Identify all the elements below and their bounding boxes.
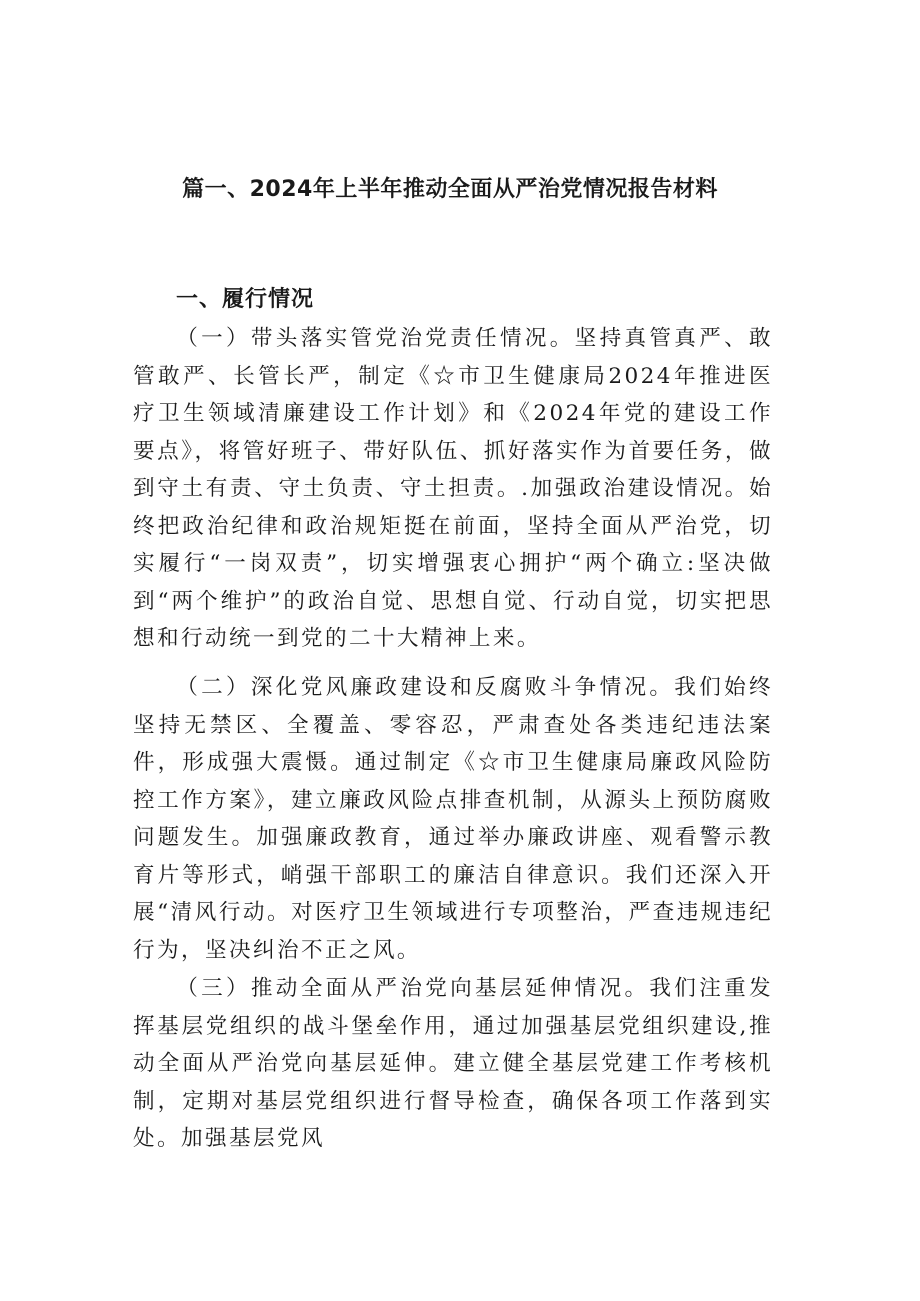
document-title: 篇一、2024年上半年推动全面从严治党情况报告材料	[182, 177, 718, 202]
section-heading: 一、履行情况	[176, 287, 315, 312]
paragraph-1: （一）带头落实管党治党责任情况。坚持真管真严、敢管敢严、长管长严，制定《☆市卫生健康局2024年推进医疗卫生领域清廉建设工作计划》和《2024年党的建设工作要点》，将管好班子、带好队伍、抓好落实作为首要任务，做到守土有责、守土负责、守土担责。.加强政治建设情况。始终把政治纪律和政治规矩挺在前面，坚持全面从严治党，切实履行“一岗双责”，切实增强衷心拥护“两个确立:坚决做到“两个维护”的政治自觉、思想自觉、行动自觉，切实把思想和行动统一到党的二十大精神上来。	[133, 326, 773, 651]
paragraph-3: （三）推动全面从严治党向基层延伸情况。我们注重发挥基层党组织的战斗堡垒作用，通过加强基层党组织建设,推动全面从严治党向基层延伸。建立健全基层党建工作考核机制，定期对基层党组织进行督导检查，确保各项工作落到实处。加强基层党风	[133, 976, 773, 1151]
paragraph-2: （二）深化党风廉政建设和反腐败斗争情况。我们始终坚持无禁区、全覆盖、零容忍，严肃查处各类违纪违法案件，形成强大震慑。通过制定《☆市卫生健康局廉政风险防控工作方案》，建立廉政风险点排查机制，从源头上预防腐败问题发生。加强廉政教育，通过举办廉政讲座、观看警示教育片等形式，峭强干部职工的廉洁自律意识。我们还深入开展“清风行动。对医疗卫生领域进行专项整治，严查违规违纪行为，坚决纠治不正之风。	[133, 675, 773, 963]
